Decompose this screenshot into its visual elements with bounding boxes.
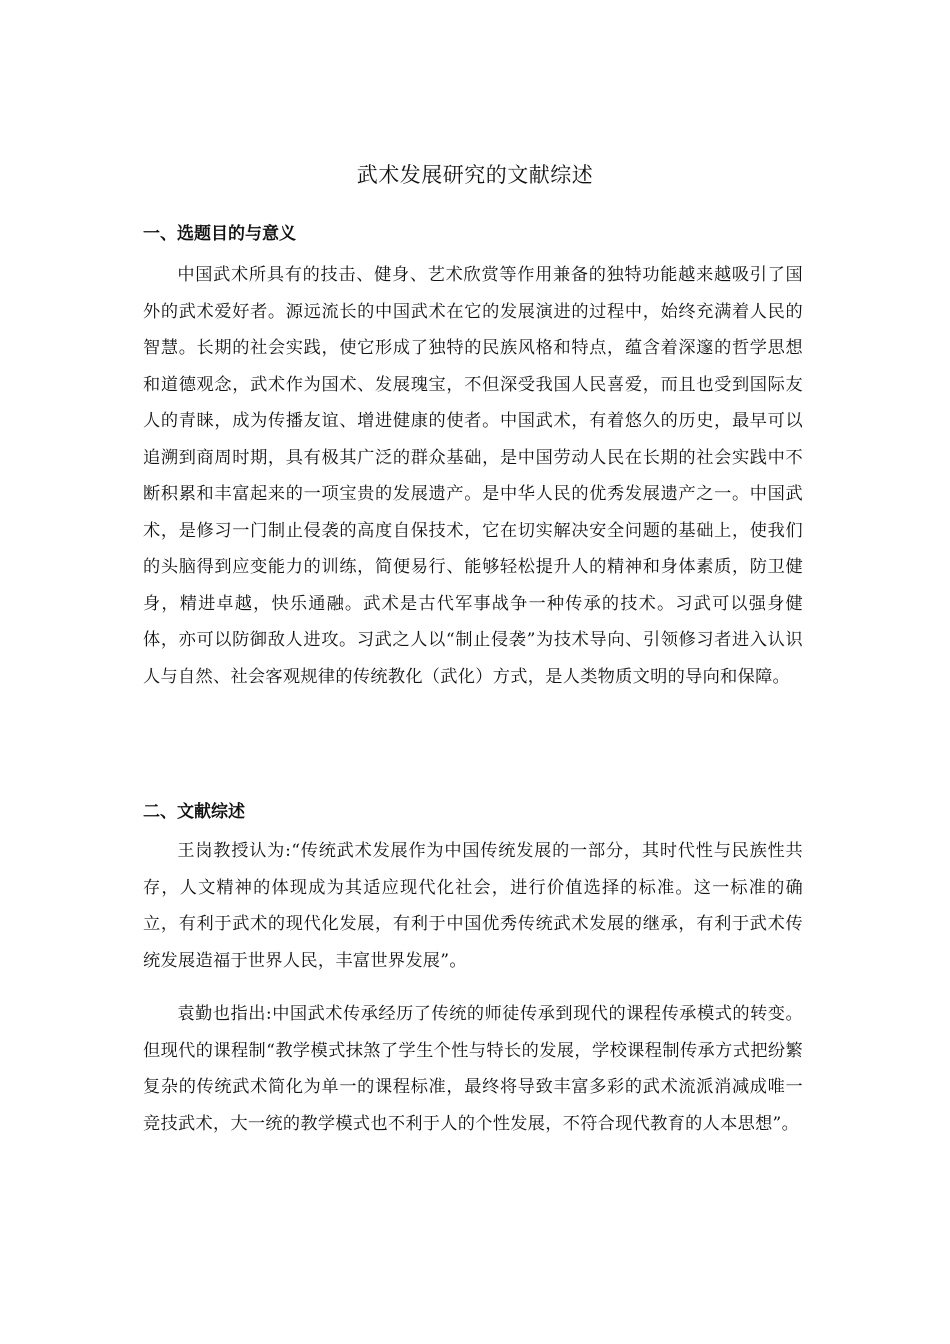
section-heading-purpose: 一、选题目的与意义 [143,224,296,244]
paragraph-review-wang: 王岗教授认为:“传统武术发展作为中国传统发展的一部分，其时代性与民族性共存，人文精神的体现成为其适应现代化社会，进行价值选择的标准。这一标准的确立，有利于武术的现代化发展，有利于中国优秀传统武术发展的继承，有利于武术传统发展造福于世界人民，丰富世界发展”。 [143,841,803,971]
document-title: 武术发展研究的文献综述 [356,163,594,187]
paragraph-purpose: 中国武术所具有的技击、健身、艺术欣赏等作用兼备的独特功能越来越吸引了国外的武术爱好者。源远流长的中国武术在它的发展演进的过程中，始终充满着人民的智慧。长期的社会实践，使它形成了独特的民族风格和特点，蕴含着深邃的哲学思想和道德观念，武术作为国术、发展瑰宝，不但深受我国人民喜爱，而且也受到国际友人的青睐，成为传播友谊、增进健康的使者。中国武术，有着悠久的历史，最早可以追溯到商周时期，具有极其广泛的群众基础，是中国劳动人民在长期的社会实践中不断积累和丰富起来的一项宝贵的发展遗产。是中华人民的优秀发展遗产之一。中国武术，是修习一门制止侵袭的高度自保技术，它在切实解决安全问题的基础上，使我们的头脑得到应变能力的训练，简便易行、能够轻松提升人的精神和身体素质，防卫健身，精进卓越，快乐通融。武术是古代军事战争一种传承的技术。习武可以强身健体，亦可以防御敌人进攻。习武之人以“制止侵袭”为技术导向、引领修习者进入认识人与自然、社会客观规律的传统教化（武化）方式，是人类物质文明的导向和保障。 [143,265,803,687]
section-heading-review: 二、文献综述 [143,802,245,822]
paragraph-review-yuan: 袁勤也指出:中国武术传承经历了传统的师徒传承到现代的课程传承模式的转变。但现代的课程制“教学模式抹煞了学生个性与特长的发展，学校课程制传承方式把纷繁复杂的传统武术简化为单一的课程标准，最终将导致丰富多彩的武术流派消减成唯一竞技武术，大一统的教学模式也不利于人的个性发展，不符合现代教育的人本思想”。 [143,1004,803,1134]
